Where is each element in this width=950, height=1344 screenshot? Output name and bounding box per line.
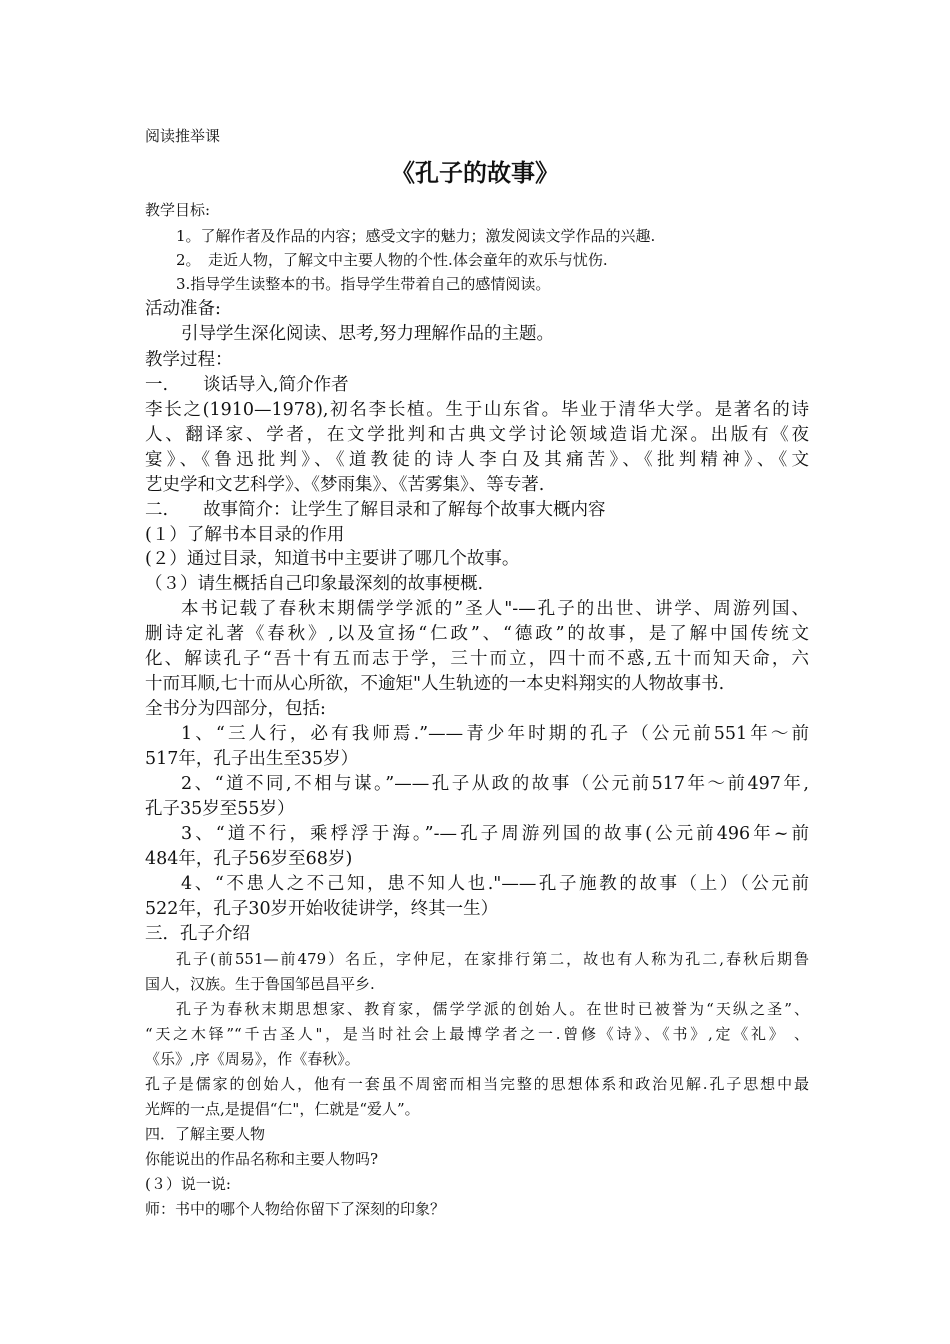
book-part-line: 2、“道不同,不相与谋。”——孔子从政的故事（公元前517年～前497年, bbox=[181, 774, 809, 794]
section1-heading: 一. 谈话导入,简介作者 bbox=[145, 375, 349, 395]
confucius-intro-line: 《乐》,序《周易》，作《春秋》。 bbox=[145, 1050, 360, 1068]
confucius-intro-line: 国人，汉族。生于鲁国邹邑昌平乡. bbox=[145, 975, 375, 993]
section4-question: 你能说出的作品名称和主要人物吗? bbox=[145, 1150, 379, 1168]
book-part-line: 517年，孔子出生至35岁） bbox=[145, 749, 359, 769]
book-part-line: 1、“三人行，必有我师焉.”——青少年时期的孔子（公元前551年～前 bbox=[181, 724, 809, 744]
section2-heading: 二. 故事简介：让学生了解目录和了解每个故事大概内容 bbox=[145, 500, 606, 520]
author-bio-line: 宴》、《鲁迅批判》、《道教徒的诗人李白及其痛苦》、《批判精神》、《文 bbox=[145, 450, 809, 470]
book-intro-line: 删诗定礼著《春秋》,以及宣扬“仁政”、“德政”的故事，是了解中国传统文 bbox=[145, 624, 809, 644]
confucius-intro-line: 光辉的一点,是提倡“仁"，仁就是“爱人”。 bbox=[145, 1100, 420, 1118]
process-heading: 教学过程： bbox=[145, 350, 233, 370]
objective-item: 2。 走近人物，了解文中主要人物的个性.体会童年的欢乐与忧伤. bbox=[176, 251, 608, 269]
book-part-line: 484年，孔子56岁至68岁) bbox=[145, 849, 353, 869]
author-bio-line: 李长之(1910—1978),初名李长植。生于山东省。毕业于清华大学。是著名的诗 bbox=[145, 400, 809, 420]
preparation-heading: 活动准备: bbox=[145, 299, 221, 319]
objective-item: 3.指导学生读整本的书。指导学生带着自己的感情阅读。 bbox=[176, 275, 551, 293]
document-title: 《孔子的故事》 bbox=[391, 158, 559, 187]
teacher-question: 师：书中的哪个人物给你留下了深刻的印象？ bbox=[145, 1200, 446, 1218]
book-intro-line: 本书记载了春秋末期儒学学派的”圣人"-—孔子的出世、讲学、周游列国、 bbox=[181, 599, 809, 619]
lesson-type-label: 阅读推举课 bbox=[145, 127, 221, 145]
step-item: (１）了解书本目录的作用 bbox=[145, 525, 345, 545]
book-intro-line: 化、解读孔子“吾十有五而志于学，三十而立，四十而不惑,五十而知天命，六 bbox=[145, 649, 809, 669]
step-item: (２）通过目录，知道书中主要讲了哪几个故事。 bbox=[145, 549, 520, 569]
parts-heading: 全书分为四部分，包括: bbox=[145, 699, 326, 719]
objective-item: 1。了解作者及作品的内容；感受文字的魅力；激发阅读文学作品的兴趣. bbox=[176, 227, 656, 245]
confucius-intro-line: 孔子是儒家的创始人，他有一套虽不周密而相当完整的思想体系和政治见解.孔子思想中最 bbox=[145, 1075, 809, 1093]
book-part-line: 孔子35岁至55岁） bbox=[145, 799, 295, 819]
book-intro-line: 十而耳顺,七十而从心所欲，不逾矩"人生轨迹的一本史料翔实的人物故事书. bbox=[145, 674, 725, 694]
confucius-intro-line: 孔子(前551—前479）名丘，字仲尼，在家排行第二，故也有人称为孔二,春秋后期鲁 bbox=[176, 950, 809, 968]
book-part-line: 4、“不患人之不己知，患不知人也."——孔子施教的故事（上）（公元前 bbox=[181, 874, 809, 894]
book-part-line: 522年，孔子30岁开始收徒讲学，终其一生） bbox=[145, 899, 499, 919]
author-bio-line: 人、翻译家、学者，在文学批判和古典文学讨论领域造诣尤深。出版有《夜 bbox=[145, 425, 809, 445]
confucius-intro-line: 孔子为春秋末期思想家、教育家，儒学学派的创始人。在世时已被誉为“天纵之圣”、 bbox=[176, 1000, 809, 1018]
confucius-intro-line: “天之木铎”“千古圣人"，是当时社会上最博学者之一.曾修《诗》、《书》,定《礼》 、 bbox=[145, 1025, 809, 1043]
book-part-line: 3、“道不行，乘桴浮于海。”-—孔子周游列国的故事(公元前496年~前 bbox=[181, 824, 809, 844]
step-item: （３）请生概括自己印象最深刻的故事梗概. bbox=[145, 574, 484, 594]
author-bio-line: 艺史学和文艺科学》、《梦雨集》、《苦雾集》、等专著. bbox=[145, 475, 545, 495]
section4-heading: 四．了解主要人物 bbox=[145, 1125, 266, 1143]
section3-heading: 三．孔子介绍 bbox=[145, 924, 250, 944]
objectives-heading: 教学目标: bbox=[145, 201, 211, 219]
preparation-text: 引导学生深化阅读、思考,努力理解作品的主题。 bbox=[181, 324, 555, 344]
step-item: (３）说一说: bbox=[145, 1175, 231, 1193]
